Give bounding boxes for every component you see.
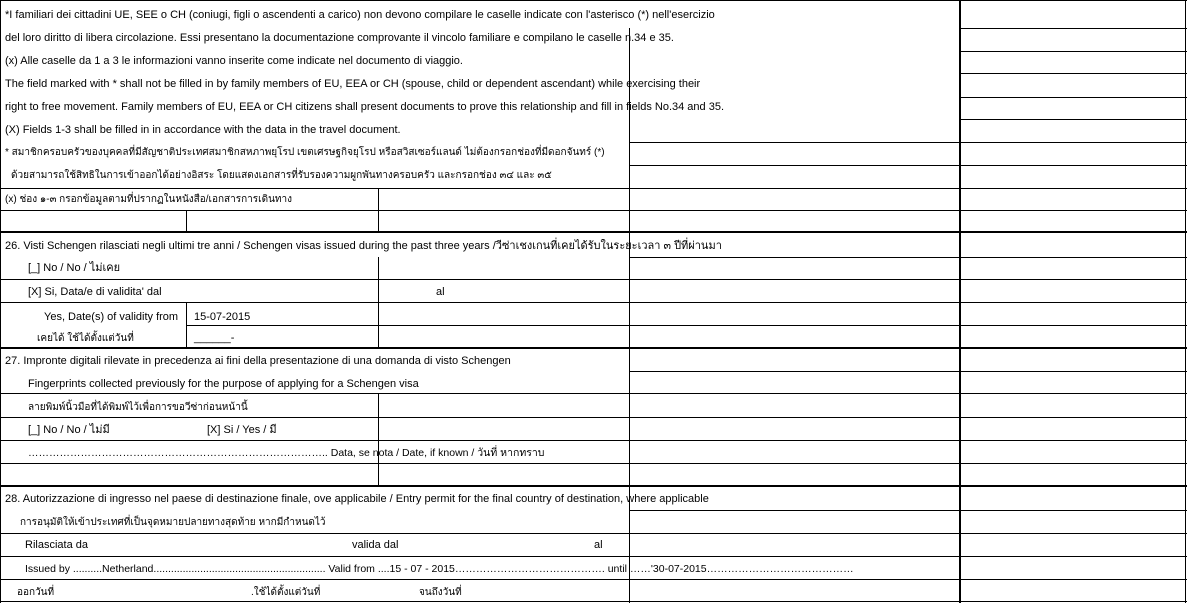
grid-row-line <box>959 51 1187 52</box>
grid-row-line <box>0 231 1187 233</box>
grid-row-line <box>0 302 1187 303</box>
s28-issued-line: Issued by ..........Netherland........................................................... Valid from ....15 - 07 - 2015……………………………………. until ……'30-07-2015…………………………………… <box>25 563 854 575</box>
intro-note-th-1: * สมาชิกครอบครัวของบุคคลที่มีสัญชาติประเทศสมาชิกสหภาพยุโรป เขตเศรษฐกิจยุโรป หรือสวิสเซอร์แลนด์ ไม่ต้องกรอกช่องที่มีดอกจันทร์ (*) <box>5 147 605 158</box>
grid-row-line <box>0 579 1187 580</box>
s28-th: การอนุมัติให้เข้าประเทศที่เป็นจุดหมายปลายทางสุดท้าย หากมีกำหนดไว้ <box>20 517 326 528</box>
grid-row-line <box>0 463 1187 464</box>
s28-th-issued: ออกวันที่ <box>17 587 55 598</box>
grid-row-line <box>959 97 1187 98</box>
s26-no-option: [_] No / No / ไม่เคย <box>28 262 121 274</box>
s28-title: 28. Autorizzazione di ingresso nel paese di destinazione finale, ove applicabile / Entry permit for the final country of destination, where applicable <box>5 493 709 505</box>
s27-no-option: [_] No / No / ไม่มี <box>28 424 110 436</box>
grid-row-line <box>0 601 1187 602</box>
intro-note-it-1: *I familiari dei cittadini UE, SEE o CH (coniugi, figli o ascendenti a carico) non devono compilare le caselle indicate con l'asterisco (*) nell'esercizio <box>5 9 715 21</box>
grid-row-line <box>0 188 1187 189</box>
intro-note-en-3: (X) Fields 1-3 shall be filled in in accordance with the data in the travel document. <box>5 124 401 136</box>
s28-th-valid: .ใช้ได้ตั้งแต่วันที่ <box>251 587 321 598</box>
grid-row-line <box>629 510 1187 511</box>
grid-col-line <box>629 28 630 603</box>
intro-note-th-3: (x) ช่อง ๑-๓ กรอกข้อมูลตามที่ปรากฏในหนังสือ/เอกสารการเดินทาง <box>5 194 292 205</box>
grid-row-line <box>629 257 1187 258</box>
grid-row-line <box>0 347 1187 349</box>
grid-col-line <box>186 210 187 231</box>
grid-row-line <box>629 142 1187 143</box>
s28-rilasciata-label: Rilasciata da <box>25 539 88 551</box>
grid-col-line <box>378 393 379 485</box>
intro-note-en-2: right to free movement. Family members of EU, EEA or CH citizens shall present documents to prove this relationship and fill in fields No.34 and 35. <box>5 101 724 113</box>
s26-title: 26. Visti Schengen rilasciati negli ultimi tre anni / Schengen visas issued during the past three years /วีซ่าเชงเกนที่เคยได้รับในระยะเวลา ๓ ปีที่ผ่านมา <box>5 240 722 252</box>
s28-valida-label: valida dal <box>352 539 399 551</box>
grid-row-line <box>0 210 1187 211</box>
intro-note-it-3: (x) Alle caselle da 1 a 3 le informazioni vanno inserite come indicate nel documento di viaggio. <box>5 55 463 67</box>
grid-row-line <box>629 371 1187 372</box>
grid-row-line <box>959 119 1187 120</box>
s27-yes-option: [X] Si / Yes / มี <box>207 424 277 436</box>
grid-row-line <box>0 393 1187 394</box>
s27-en: Fingerprints collected previously for the purpose of applying for a Schengen visa <box>28 378 419 390</box>
s26-al-label: al <box>436 286 445 298</box>
s26-validity-th: เคยได้ ใช้ได้ตั้งแต่วันที่ <box>37 333 134 344</box>
s27-title: 27. Impronte digitali rilevate in precedenza ai fini della presentazione di una domanda di visto Schengen <box>5 355 511 367</box>
s26-to-date-blank: ______- <box>194 332 235 344</box>
grid-row-line <box>186 325 1187 326</box>
grid-row-line <box>0 533 1187 534</box>
grid-row-line <box>0 417 1187 418</box>
intro-note-th-2: ด้วยสามารถใช้สิทธิในการเข้าออกได้อย่างอิสระ โดยแสดงเอกสารที่รับรองความผูกพันทางครอบครัว และกรอกช่อง ๓๔ และ ๓๕ <box>11 170 552 181</box>
grid-row-line <box>959 28 1187 29</box>
grid-row-line <box>0 0 1187 1</box>
intro-note-it-2: del loro diritto di libera circolazione. Essi presentano la documentazione comprovante il vincolo familiare e compilano le caselle n.34 e 35. <box>5 32 674 44</box>
s26-validity-en: Yes, Date(s) of validity from <box>44 311 179 323</box>
grid-row-line <box>0 556 1187 557</box>
grid-row-line <box>0 440 1187 441</box>
intro-note-en-1: The field marked with * shall not be filled in by family members of EU, EEA or CH (spouse, child or dependent ascendant) while exercising their <box>5 78 701 90</box>
s27-date-line: ………………………………………………………………………….. Data, se nota / Date, if known / วันที่ หากทราบ <box>28 447 545 459</box>
grid-row-line <box>629 165 1187 166</box>
s27-th: ลายพิมพ์นิ้วมือที่ได้พิมพ์ไว้เพื่อการขอวีซ่าก่อนหน้านี้ <box>28 402 248 413</box>
grid-row-line <box>959 73 1187 74</box>
grid-row-line <box>0 279 1187 280</box>
s26-from-date: 15-07-2015 <box>194 311 251 323</box>
grid-row-line <box>0 485 1187 487</box>
s26-yes-option: [X] Si, Data/e di validita' dal <box>28 286 162 298</box>
s28-al-label: al <box>594 539 603 551</box>
s28-th-until: จนถึงวันที่ <box>419 587 462 598</box>
